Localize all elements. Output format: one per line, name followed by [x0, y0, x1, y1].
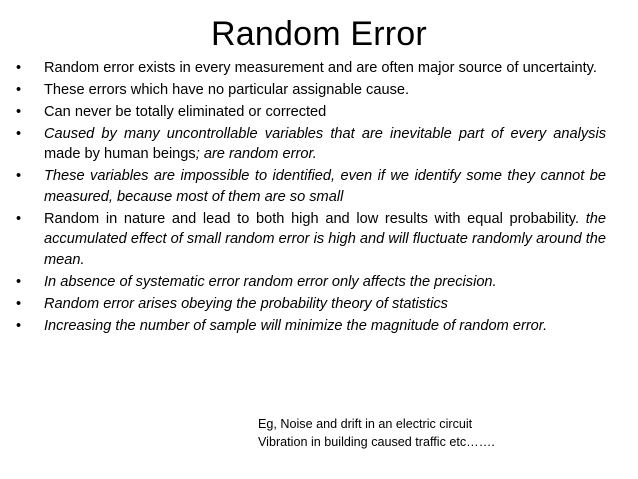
bullet-icon: •: [16, 295, 22, 312]
bullet-text: These variables are impossible to identified, even if we identify some they cannot be measured, because most of them are so small: [44, 168, 606, 205]
bullet-text: Increasing the number of sample will minimize the magnitude of random error.: [44, 317, 548, 334]
bullet-text: Random error arises obeying the probability theory of statistics: [44, 295, 448, 312]
example-line: Vibration in building caused traffic etc…….: [258, 435, 495, 449]
bullet-text: Caused by many uncontrollable variables that are inevitable part of every analysis: [44, 126, 606, 142]
bullet-text: Can never be totally eliminated or corrected: [44, 104, 327, 120]
bullet-text: made by human beings: [44, 146, 196, 163]
bullet-icon: •: [16, 82, 22, 98]
bullet-text: ; are random error.: [195, 146, 317, 163]
bullet-icon: •: [16, 273, 22, 290]
slide-title: Random Error: [211, 15, 427, 53]
bullet-item: [16, 316, 606, 336]
bullet-item: [16, 166, 606, 207]
example-line: Eg, Noise and drift in an electric circuit: [258, 417, 473, 431]
bullet-text: In absence of systematic error random error only affects the precision.: [44, 273, 497, 290]
bullet-icon: •: [16, 168, 22, 185]
bullet-item: [16, 294, 606, 314]
bullet-icon: •: [16, 104, 22, 120]
bullet-item: [16, 80, 606, 100]
bullet-list: [16, 58, 606, 338]
bullet-icon: •: [16, 126, 22, 142]
bullet-text: the accumulated effect of small random error is high and will fluctuate randomly around the mean.: [44, 210, 606, 268]
bullet-item: [16, 124, 606, 165]
bullet-item: [16, 272, 606, 292]
bullet-icon: •: [16, 317, 22, 334]
bullet-icon: •: [16, 60, 22, 76]
example-note: [258, 415, 495, 451]
bullet-text: Random error exists in every measurement and are often major source of uncertainty.: [44, 60, 597, 76]
bullet-item: [16, 102, 606, 122]
bullet-text: Random in nature and lead to both high and low results with equal probability.: [44, 210, 586, 227]
bullet-item: [16, 58, 606, 78]
bullet-item: [16, 209, 606, 270]
bullet-icon: •: [16, 210, 22, 227]
bullet-text: These errors which have no particular assignable cause.: [44, 82, 410, 98]
